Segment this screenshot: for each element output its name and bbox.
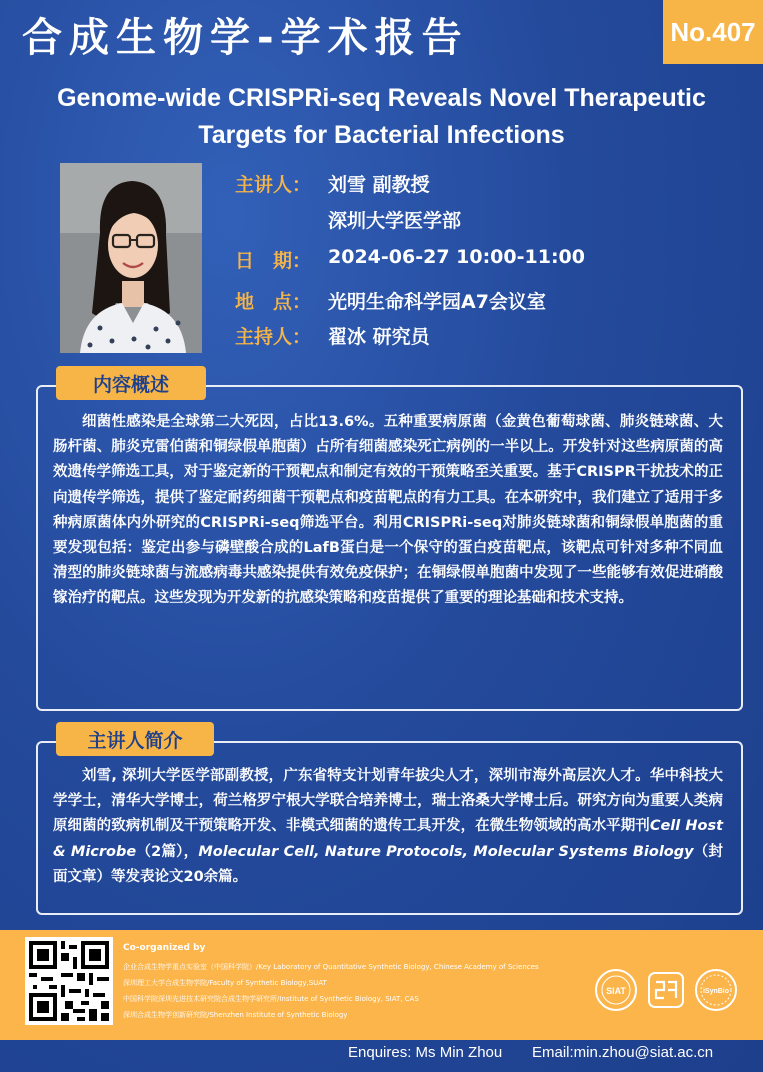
organizer-1: 企业合成生物学重点实验室（中国科学院）/Key Laboratory of Quantitative Synthetic Biology, Chinese Academy of Sciences: [123, 963, 539, 971]
isynbio-logo: [694, 968, 738, 1016]
host-label: 主持人：: [235, 326, 312, 348]
speaker-label: 主讲人：: [235, 174, 312, 196]
bio-text: [53, 764, 723, 890]
poster-title: 合成生物学-学术报告: [22, 15, 469, 61]
organizer-4: 深圳合成生物学创新研究院/Shenzhen Institute of Synthetic Biology: [123, 1011, 348, 1019]
siat-logo: [594, 968, 638, 1016]
abstract-text: 细菌性感染是全球第二大死因，占比13.6%。五种重要病原菌（金黄色葡萄球菌、肺炎链球菌、大肠杆菌、肺炎克雷伯菌和铜绿假单胞菌）占所有细菌感染死亡病例的一半以上。开发针对这些病原菌的高效遗传学筛选工具，对于鉴定新的干预靶点和制定有效的干预策略至关重要。基于CRISPR干扰技术的正向遗传学筛选，提供了鉴定耐药细菌干预靶点和疫苗靶点的有力工具。在本研究中，我们建立了适用于多种病原菌体内外研究的CRISPRi-seq筛选平台。利用CRISPRi-seq对肺炎链球菌和铜绿假单胞菌的重要发现包括：鉴定出参与磷壁酸合成的LafB蛋白是一个保守的蛋白疫苗靶点，该靶点可针对多种不同血清型的肺炎链球菌与流感病毒共感染提供有效免疫保护；在铜绿假单胞菌中发现了一些能够有效促进硝酸镓治疗的靶点。这些发现为开发新的抗感染策略和疫苗提供了重要的理论基础和技术支持。: [53, 414, 723, 607]
abstract-heading: 内容概述: [56, 366, 206, 400]
bio-text-end: （封面文章）等发表论文20余篇。: [53, 843, 724, 885]
journal-list: Molecular Cell, Nature Protocols, Molecular Systems Biology: [198, 843, 694, 860]
bio-text-mid: （2篇），: [136, 843, 199, 860]
siat-logo-text: SIAT: [606, 986, 626, 996]
coorganized-label: Co-organized by: [123, 943, 206, 953]
header-bar: [0, 0, 763, 68]
organizer-2: 深圳理工大学合成生物学院/Faculty of Synthetic Biology,SUAT: [123, 979, 327, 987]
journal-cell-host: Cell Host & Microbe: [53, 818, 724, 860]
speaker-photo: [60, 163, 202, 353]
bio-text-main: 刘雪, 深圳大学医学部副教授，广东省特支计划青年拔尖人才，深圳市海外高层次人才。华中科技大学学士，清华大学博士，荷兰格罗宁根大学联合培养博士，瑞士洛桑大学博士后。研究方向为重要人类病原细菌的致病机制及干预策略开发、非模式细菌的遗传工具开发，在微生物领域的高水平期刊: [53, 768, 723, 835]
host-name: 翟冰 研究员: [328, 326, 430, 348]
issue-number-badge: No.407: [663, 0, 763, 64]
bio-heading: 主讲人简介: [56, 722, 214, 756]
talk-title: Genome-wide CRISPRi-seq Reveals Novel Therapeutic Targets for Bacterial Infections: [57, 84, 706, 149]
talk-place: 光明生命科学园A7会议室: [328, 291, 546, 313]
speaker-affiliation: 深圳大学医学部: [328, 210, 462, 232]
date-label: 日 期：: [235, 250, 312, 272]
speaker-name: 刘雪 副教授: [328, 174, 430, 196]
isynbio-logo-text: iSynBio: [702, 988, 730, 995]
talk-date: 2024-06-27 10:00-11:00: [328, 246, 585, 268]
place-label: 地 点：: [235, 291, 312, 313]
organizer-3: 中国科学院深圳先进技术研究院合成生物学研究所/Institute of Synthetic Biology, SIAT, CAS: [123, 995, 419, 1003]
qr-code: [25, 937, 113, 1025]
contact-email[interactable]: Email:min.zhou@siat.ac.cn: [532, 1044, 714, 1061]
enquiries-contact: Enquires: Ms Min Zhou: [348, 1044, 503, 1061]
faculty-logo: [646, 968, 686, 1016]
